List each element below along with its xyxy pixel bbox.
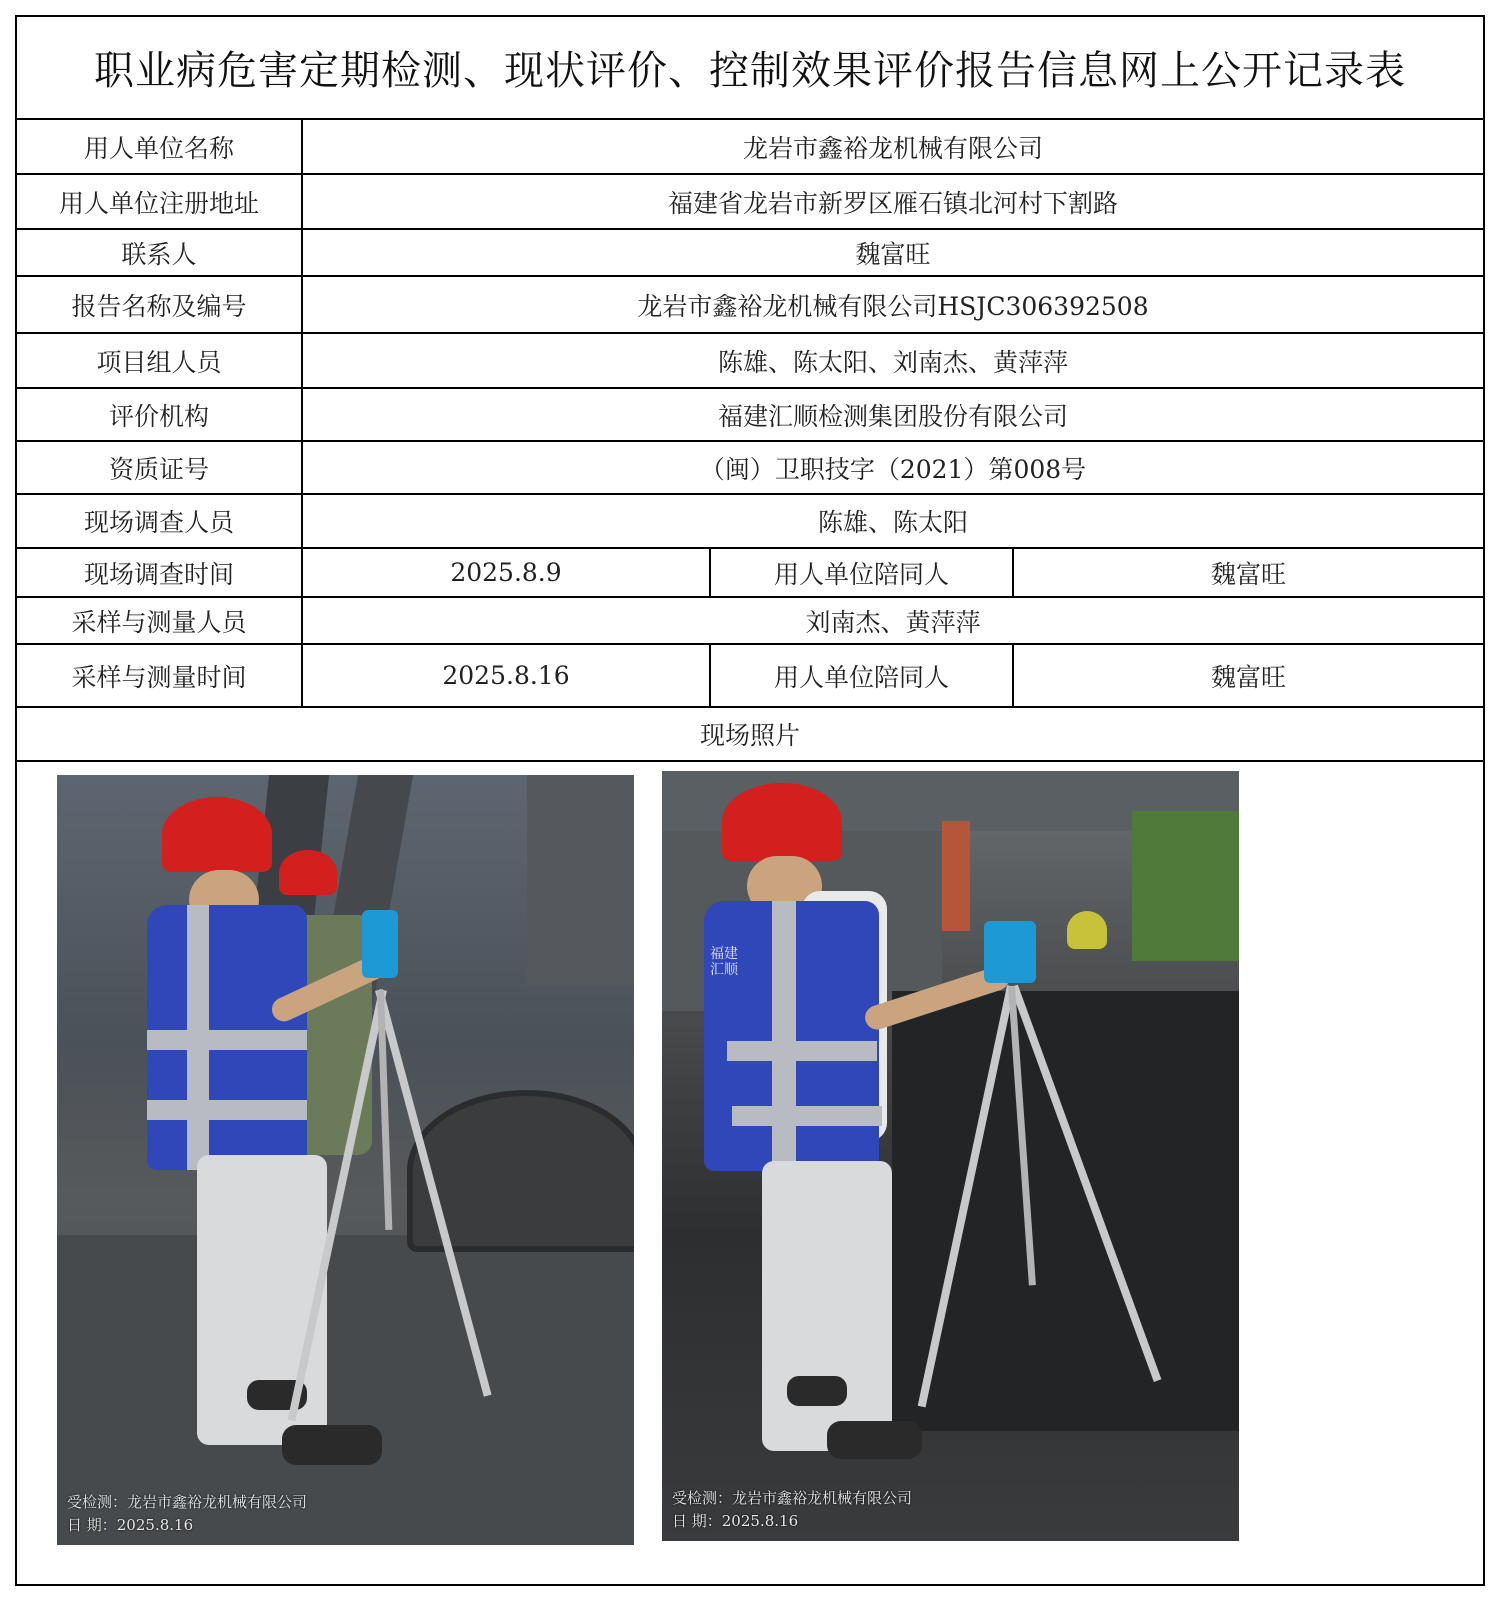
row-report-name <box>17 277 1483 334</box>
reflective-strip <box>732 1106 882 1126</box>
row-value: 刘南杰、黄萍萍 <box>805 607 981 637</box>
caption-inspected-company: 受检测：龙岩市鑫裕龙机械有限公司 <box>67 1493 308 1511</box>
row-label: 联系人 <box>17 230 303 275</box>
reflective-strip <box>727 1041 877 1061</box>
row-value: 陈雄、陈太阳 <box>817 508 968 537</box>
row-value: （闽）卫职技字（2021）第008号 <box>699 454 1087 484</box>
row-employer-name <box>17 120 1483 175</box>
helmet-icon <box>1067 911 1107 949</box>
row-survey-time <box>17 549 1483 598</box>
row-label: 采样与测量时间 <box>17 645 303 706</box>
crane-post-shape <box>942 821 970 931</box>
row-label: 评价机构 <box>17 389 303 440</box>
photo-caption <box>672 1487 912 1533</box>
row-employer-address <box>17 175 1483 230</box>
row-value: 龙岩市鑫裕龙机械有限公司 <box>742 133 1043 163</box>
row-value: 福建汇顺检测集团股份有限公司 <box>717 401 1068 431</box>
row-survey-staff <box>17 495 1483 549</box>
sampling-date: 2025.8.16 <box>303 645 711 706</box>
caption-inspected-company: 受检测：龙岩市鑫裕龙机械有限公司 <box>672 1489 913 1507</box>
slag-pile-shape <box>892 991 1239 1431</box>
sound-level-meter-icon <box>984 921 1036 983</box>
row-label: 现场调查人员 <box>17 495 303 547</box>
helmet-icon <box>279 850 337 895</box>
site-photos <box>17 762 1483 1586</box>
sound-level-meter-icon <box>362 910 398 978</box>
row-label: 采样与测量人员 <box>17 598 303 643</box>
caption-date: 日 期：2025.8.16 <box>672 1512 799 1530</box>
site-photo-2 <box>662 771 1239 1541</box>
survey-date: 2025.8.9 <box>303 549 711 596</box>
row-label: 资质证号 <box>17 442 303 493</box>
reflective-strip <box>187 905 209 1170</box>
row-photos-header <box>17 708 1483 762</box>
row-value: 福建省龙岩市新罗区雁石镇北河村下割路 <box>667 188 1118 218</box>
wall-panel-shape <box>527 775 634 985</box>
reflective-strip <box>147 1100 307 1120</box>
row-evaluation-agency <box>17 389 1483 442</box>
companion-value: 魏富旺 <box>1210 559 1286 589</box>
record-table <box>15 15 1485 1586</box>
row-label: 报告名称及编号 <box>17 277 303 332</box>
photos-section-label: 现场照片 <box>699 721 800 750</box>
companion-value: 魏富旺 <box>1210 662 1286 692</box>
row-label: 项目组人员 <box>17 334 303 387</box>
row-label: 用人单位名称 <box>17 120 303 173</box>
caption-date: 日 期：2025.8.16 <box>67 1516 194 1534</box>
document-title: 职业病危害定期检测、现状评价、控制效果评价报告信息网上公开记录表 <box>17 17 1483 120</box>
row-qualification-cert <box>17 442 1483 495</box>
helmet-icon <box>162 797 272 872</box>
row-label: 现场调查时间 <box>17 549 303 596</box>
row-project-team <box>17 334 1483 389</box>
row-label: 用人单位注册地址 <box>17 175 303 228</box>
site-photo-1 <box>57 775 634 1545</box>
photo-caption <box>67 1491 307 1537</box>
reflective-strip <box>772 901 796 1171</box>
shoe-shape <box>827 1421 922 1459</box>
vest-logo-text: 福建汇顺 <box>710 946 738 978</box>
shoe-shape <box>282 1425 382 1465</box>
row-sampling-time <box>17 645 1483 708</box>
row-sampling-staff <box>17 598 1483 645</box>
trousers-shape <box>762 1161 892 1451</box>
shoe-shape <box>787 1376 847 1406</box>
vegetation-shape <box>1132 811 1239 961</box>
companion-label: 用人单位陪同人 <box>711 645 1014 706</box>
row-contact <box>17 230 1483 277</box>
reflective-strip <box>147 1030 307 1050</box>
row-value: 陈雄、陈太阳、刘南杰、黄萍萍 <box>717 347 1068 377</box>
row-value: 魏富旺 <box>855 239 931 269</box>
companion-label: 用人单位陪同人 <box>711 549 1014 596</box>
helmet-icon <box>722 783 842 861</box>
row-value: 龙岩市鑫裕龙机械有限公司HSJC306392508 <box>637 291 1149 321</box>
